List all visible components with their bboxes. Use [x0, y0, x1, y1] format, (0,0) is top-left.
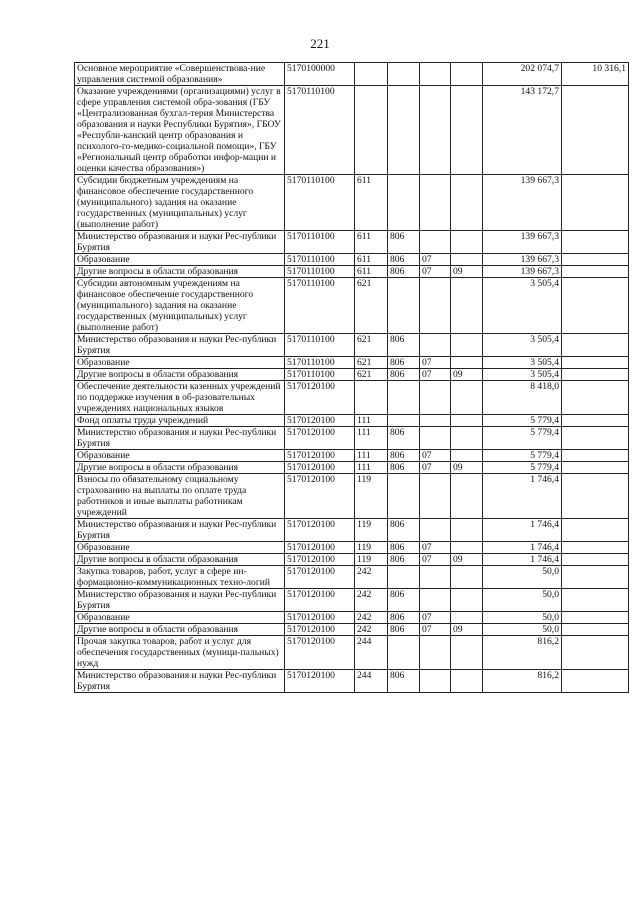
expense-type-cell: 111 — [355, 450, 388, 462]
section-cell: 07 — [420, 462, 451, 474]
target-code-cell: 5170110100 — [285, 231, 355, 254]
row-name-cell: Обеспечение деятельности казенных учреждений по поддержке изучения в об-разовательных учреждениях национальных языков — [75, 381, 285, 415]
row-name-cell: Министерство образования и науки Рес-публики Бурятия — [75, 231, 285, 254]
row-name-cell: Оказание учреждениями (организациями) услуг в сфере управления системой обра-зования (ГБУ «Централизованная бухгал-терия Министерства образования и науки Республики Бурятия», ГБОУ «Республи-канский центр образования и психолого-го-медико-социальной помощи», ГБУ «Региональный центр обработки инфор-мации и оценки качества образования») — [75, 86, 285, 175]
subsection-cell — [451, 231, 483, 254]
amount-cell: 139 667,3 — [483, 175, 562, 231]
table-row — [75, 278, 629, 334]
target-code-cell: 5170110100 — [285, 254, 355, 266]
table-row — [75, 254, 629, 266]
expense-type-cell: 119 — [355, 474, 388, 519]
section-cell — [420, 519, 451, 542]
row-name-cell: Субсидии бюджетным учреждениям на финансовое обеспечение государственного (муниципального) задания на оказание государственных (муниципальных) услуг (выполнение работ) — [75, 175, 285, 231]
section-cell — [420, 86, 451, 175]
subsection-cell: 09 — [451, 369, 483, 381]
subsection-cell — [451, 381, 483, 415]
expense-type-cell — [355, 381, 388, 415]
target-code-cell: 5170110100 — [285, 86, 355, 175]
row-name-cell: Министерство образования и науки Рес-публики Бурятия — [75, 670, 285, 693]
amount-second-cell — [562, 415, 629, 427]
table-row — [75, 231, 629, 254]
ministry-code-cell: 806 — [388, 231, 420, 254]
amount-cell: 139 667,3 — [483, 266, 562, 278]
subsection-cell: 09 — [451, 554, 483, 566]
expense-type-cell: 621 — [355, 369, 388, 381]
table-row — [75, 63, 629, 86]
target-code-cell: 5170110100 — [285, 369, 355, 381]
section-cell — [420, 566, 451, 589]
amount-cell: 3 505,4 — [483, 369, 562, 381]
amount-cell: 202 074,7 — [483, 63, 562, 86]
target-code-cell: 5170120100 — [285, 474, 355, 519]
row-name-cell: Министерство образования и науки Рес-публики Бурятия — [75, 519, 285, 542]
subsection-cell — [451, 670, 483, 693]
expense-type-cell: 242 — [355, 612, 388, 624]
amount-second-cell — [562, 175, 629, 231]
row-name-cell: Прочая закупка товаров, работ и услуг для обеспечения государственных (муници-пальных) нужд — [75, 636, 285, 670]
amount-cell: 139 667,3 — [483, 231, 562, 254]
section-cell: 07 — [420, 357, 451, 369]
expense-type-cell: 242 — [355, 624, 388, 636]
ministry-code-cell: 806 — [388, 589, 420, 612]
table-row — [75, 334, 629, 357]
subsection-cell — [451, 86, 483, 175]
table-row — [75, 357, 629, 369]
row-name-cell: Образование — [75, 612, 285, 624]
amount-cell: 50,0 — [483, 566, 562, 589]
amount-cell: 1 746,4 — [483, 542, 562, 554]
amount-cell: 139 667,3 — [483, 254, 562, 266]
row-name-cell: Другие вопросы в области образования — [75, 266, 285, 278]
row-name-cell: Министерство образования и науки Рес-публики Бурятия — [75, 334, 285, 357]
expense-type-cell: 621 — [355, 334, 388, 357]
amount-cell: 3 505,4 — [483, 278, 562, 334]
ministry-code-cell — [388, 415, 420, 427]
target-code-cell: 5170120100 — [285, 450, 355, 462]
expense-type-cell: 611 — [355, 254, 388, 266]
section-cell — [420, 415, 451, 427]
expense-type-cell: 611 — [355, 266, 388, 278]
amount-cell: 1 746,4 — [483, 554, 562, 566]
amount-second-cell — [562, 462, 629, 474]
table-row — [75, 415, 629, 427]
table-row — [75, 427, 629, 450]
amount-second-cell: 10 316,1 — [562, 63, 629, 86]
subsection-cell — [451, 450, 483, 462]
subsection-cell — [451, 254, 483, 266]
table-row — [75, 542, 629, 554]
amount-cell: 5 779,4 — [483, 450, 562, 462]
table-row — [75, 369, 629, 381]
row-name-cell: Образование — [75, 254, 285, 266]
amount-second-cell — [562, 566, 629, 589]
subsection-cell — [451, 519, 483, 542]
section-cell: 07 — [420, 266, 451, 278]
row-name-cell: Образование — [75, 357, 285, 369]
subsection-cell: 09 — [451, 624, 483, 636]
ministry-code-cell: 806 — [388, 554, 420, 566]
amount-cell: 50,0 — [483, 624, 562, 636]
table-row — [75, 670, 629, 693]
row-name-cell: Другие вопросы в области образования — [75, 369, 285, 381]
expense-type-cell: 119 — [355, 542, 388, 554]
ministry-code-cell: 806 — [388, 266, 420, 278]
ministry-code-cell: 806 — [388, 427, 420, 450]
amount-cell: 143 172,7 — [483, 86, 562, 175]
ministry-code-cell — [388, 63, 420, 86]
ministry-code-cell: 806 — [388, 462, 420, 474]
amount-second-cell — [562, 554, 629, 566]
table-row — [75, 589, 629, 612]
table-row — [75, 474, 629, 519]
amount-second-cell — [562, 474, 629, 519]
target-code-cell: 5170110100 — [285, 357, 355, 369]
amount-second-cell — [562, 266, 629, 278]
amount-second-cell — [562, 357, 629, 369]
target-code-cell: 5170120100 — [285, 566, 355, 589]
table-row — [75, 624, 629, 636]
amount-cell: 816,2 — [483, 670, 562, 693]
section-cell: 07 — [420, 369, 451, 381]
ministry-code-cell — [388, 86, 420, 175]
ministry-code-cell — [388, 566, 420, 589]
row-name-cell: Министерство образования и науки Рес-публики Бурятия — [75, 589, 285, 612]
amount-cell: 816,2 — [483, 636, 562, 670]
expense-type-cell — [355, 63, 388, 86]
amount-cell: 3 505,4 — [483, 357, 562, 369]
subsection-cell: 09 — [451, 462, 483, 474]
target-code-cell: 5170120100 — [285, 636, 355, 670]
section-cell: 07 — [420, 450, 451, 462]
target-code-cell: 5170120100 — [285, 542, 355, 554]
ministry-code-cell: 806 — [388, 254, 420, 266]
table-row — [75, 554, 629, 566]
ministry-code-cell — [388, 636, 420, 670]
target-code-cell: 5170120100 — [285, 381, 355, 415]
ministry-code-cell: 806 — [388, 670, 420, 693]
amount-second-cell — [562, 334, 629, 357]
section-cell — [420, 381, 451, 415]
section-cell — [420, 474, 451, 519]
table-row — [75, 519, 629, 542]
expense-type-cell: 111 — [355, 427, 388, 450]
subsection-cell — [451, 474, 483, 519]
section-cell — [420, 334, 451, 357]
section-cell — [420, 231, 451, 254]
row-name-cell: Субсидии автономным учреждениям на финансовое обеспечение государственного (муниципального) задания на оказание государственных (муниципальных) услуг (выполнение работ) — [75, 278, 285, 334]
row-name-cell: Закупка товаров, работ, услуг в сфере ин-формационно-коммуникационных техно-логий — [75, 566, 285, 589]
row-name-cell: Образование — [75, 542, 285, 554]
target-code-cell: 5170120100 — [285, 554, 355, 566]
amount-cell: 50,0 — [483, 612, 562, 624]
ministry-code-cell — [388, 278, 420, 334]
section-cell — [420, 175, 451, 231]
target-code-cell: 5170110100 — [285, 278, 355, 334]
row-name-cell: Взносы по обязательному социальному страхованию на выплаты по оплате труда работников и иные выплаты работникам учреждений — [75, 474, 285, 519]
ministry-code-cell: 806 — [388, 542, 420, 554]
ministry-code-cell: 806 — [388, 519, 420, 542]
row-name-cell: Основное мероприятие «Совершенствова-ние управления системой образования» — [75, 63, 285, 86]
subsection-cell — [451, 636, 483, 670]
ministry-code-cell — [388, 381, 420, 415]
expense-type-cell: 244 — [355, 670, 388, 693]
ministry-code-cell: 806 — [388, 612, 420, 624]
ministry-code-cell — [388, 175, 420, 231]
amount-second-cell — [562, 86, 629, 175]
amount-second-cell — [562, 589, 629, 612]
row-name-cell: Фонд оплаты труда учреждений — [75, 415, 285, 427]
expense-type-cell: 242 — [355, 566, 388, 589]
section-cell: 07 — [420, 254, 451, 266]
amount-cell: 5 779,4 — [483, 462, 562, 474]
amount-cell: 3 505,4 — [483, 334, 562, 357]
section-cell: 07 — [420, 554, 451, 566]
table-row — [75, 86, 629, 175]
amount-second-cell — [562, 612, 629, 624]
amount-cell: 5 779,4 — [483, 427, 562, 450]
section-cell — [420, 427, 451, 450]
subsection-cell — [451, 278, 483, 334]
subsection-cell — [451, 357, 483, 369]
budget-table — [74, 62, 629, 693]
amount-cell: 1 746,4 — [483, 519, 562, 542]
target-code-cell: 5170120100 — [285, 612, 355, 624]
expense-type-cell: 621 — [355, 357, 388, 369]
budget-table-body — [75, 63, 629, 693]
target-code-cell: 5170100000 — [285, 63, 355, 86]
table-row — [75, 175, 629, 231]
target-code-cell: 5170120100 — [285, 624, 355, 636]
expense-type-cell: 242 — [355, 589, 388, 612]
table-row — [75, 266, 629, 278]
row-name-cell: Другие вопросы в области образования — [75, 554, 285, 566]
amount-second-cell — [562, 231, 629, 254]
table-row — [75, 636, 629, 670]
amount-second-cell — [562, 542, 629, 554]
target-code-cell: 5170120100 — [285, 589, 355, 612]
target-code-cell: 5170110100 — [285, 334, 355, 357]
amount-cell: 1 746,4 — [483, 474, 562, 519]
section-cell — [420, 670, 451, 693]
amount-second-cell — [562, 636, 629, 670]
subsection-cell — [451, 589, 483, 612]
subsection-cell: 09 — [451, 266, 483, 278]
expense-type-cell: 111 — [355, 415, 388, 427]
table-row — [75, 462, 629, 474]
amount-cell: 50,0 — [483, 589, 562, 612]
section-cell — [420, 278, 451, 334]
subsection-cell — [451, 542, 483, 554]
expense-type-cell: 111 — [355, 462, 388, 474]
target-code-cell: 5170120100 — [285, 427, 355, 450]
page-number: 221 — [310, 36, 330, 51]
subsection-cell — [451, 334, 483, 357]
amount-second-cell — [562, 519, 629, 542]
target-code-cell: 5170110100 — [285, 175, 355, 231]
expense-type-cell: 119 — [355, 519, 388, 542]
subsection-cell — [451, 175, 483, 231]
section-cell — [420, 63, 451, 86]
table-row — [75, 612, 629, 624]
target-code-cell: 5170120100 — [285, 415, 355, 427]
row-name-cell: Министерство образования и науки Рес-публики Бурятия — [75, 427, 285, 450]
expense-type-cell: 621 — [355, 278, 388, 334]
row-name-cell: Другие вопросы в области образования — [75, 624, 285, 636]
subsection-cell — [451, 63, 483, 86]
amount-second-cell — [562, 624, 629, 636]
amount-cell: 5 779,4 — [483, 415, 562, 427]
amount-second-cell — [562, 670, 629, 693]
section-cell — [420, 589, 451, 612]
subsection-cell — [451, 427, 483, 450]
ministry-code-cell: 806 — [388, 624, 420, 636]
expense-type-cell: 611 — [355, 175, 388, 231]
target-code-cell: 5170120100 — [285, 519, 355, 542]
expense-type-cell: 119 — [355, 554, 388, 566]
expense-type-cell: 244 — [355, 636, 388, 670]
amount-cell: 8 418,0 — [483, 381, 562, 415]
ministry-code-cell: 806 — [388, 450, 420, 462]
target-code-cell: 5170120100 — [285, 670, 355, 693]
table-row — [75, 450, 629, 462]
expense-type-cell: 611 — [355, 231, 388, 254]
row-name-cell: Другие вопросы в области образования — [75, 462, 285, 474]
amount-second-cell — [562, 254, 629, 266]
ministry-code-cell — [388, 474, 420, 519]
amount-second-cell — [562, 427, 629, 450]
amount-second-cell — [562, 450, 629, 462]
section-cell — [420, 636, 451, 670]
target-code-cell: 5170120100 — [285, 462, 355, 474]
table-row — [75, 381, 629, 415]
ministry-code-cell: 806 — [388, 357, 420, 369]
subsection-cell — [451, 415, 483, 427]
amount-second-cell — [562, 278, 629, 334]
subsection-cell — [451, 612, 483, 624]
subsection-cell — [451, 566, 483, 589]
section-cell: 07 — [420, 612, 451, 624]
target-code-cell: 5170110100 — [285, 266, 355, 278]
section-cell: 07 — [420, 624, 451, 636]
section-cell: 07 — [420, 542, 451, 554]
ministry-code-cell: 806 — [388, 369, 420, 381]
table-row — [75, 566, 629, 589]
amount-second-cell — [562, 381, 629, 415]
amount-second-cell — [562, 369, 629, 381]
expense-type-cell — [355, 86, 388, 175]
ministry-code-cell: 806 — [388, 334, 420, 357]
row-name-cell: Образование — [75, 450, 285, 462]
